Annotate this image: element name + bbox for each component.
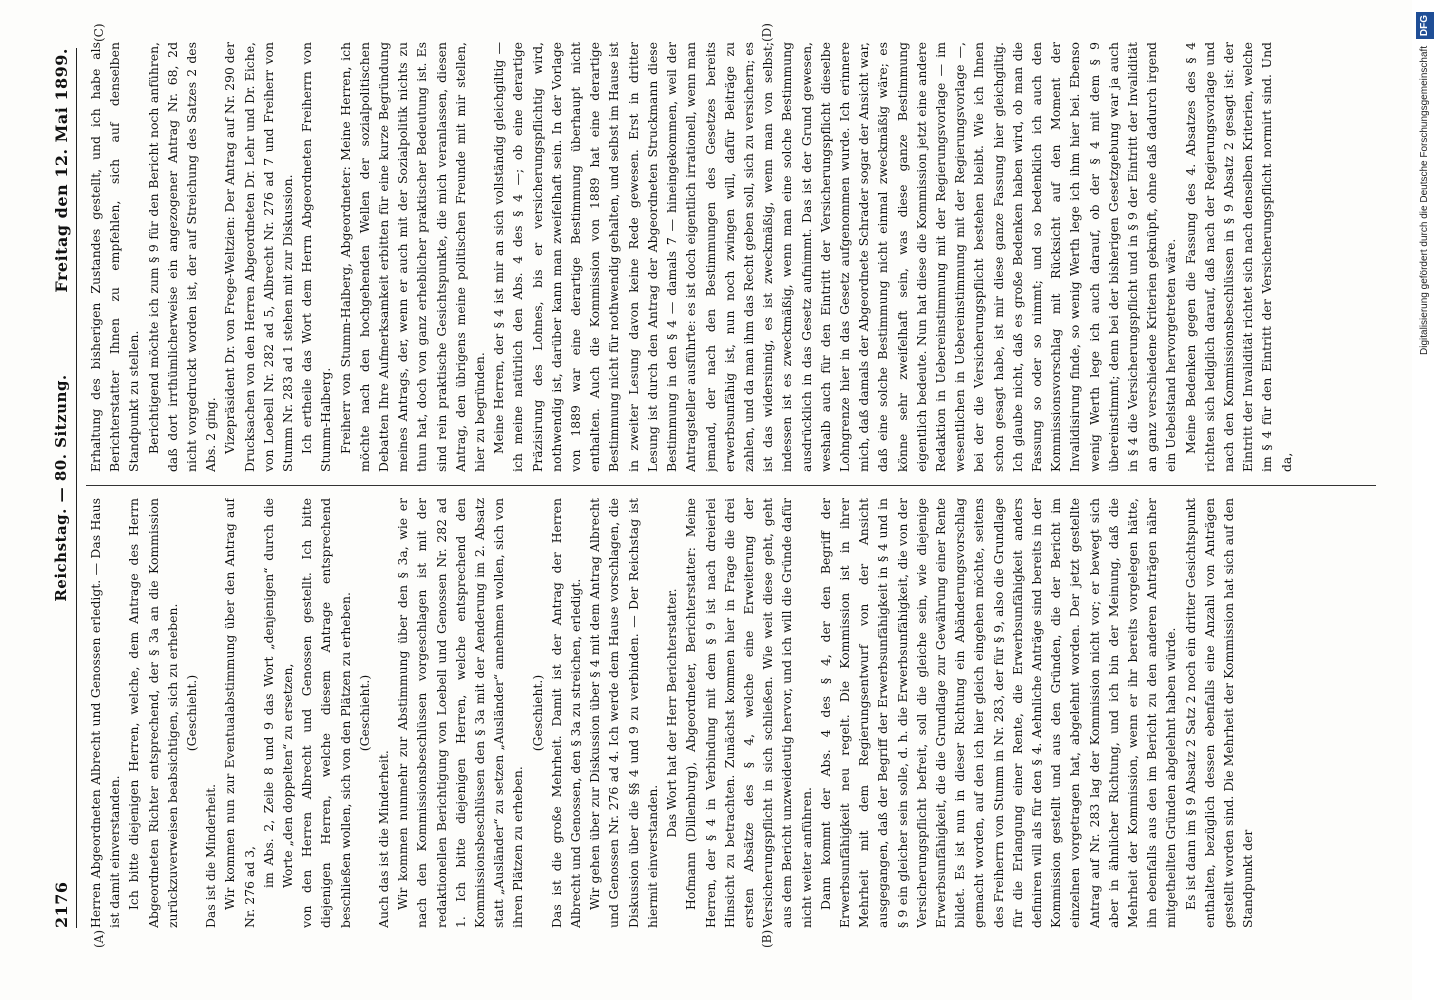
watermark-text: [1416, 0, 1434, 1000]
page-number: 2176: [52, 881, 71, 928]
session-date: Freitag den 12. Mai 1899.: [52, 48, 71, 293]
right-text-column: [86, 42, 1386, 472]
margin-mark-b: (B): [760, 929, 774, 948]
paragraph: Erhaltung des bisherigen Zustandes gestellt, und ich habe als Berichterstatter Ihnen zu empfehlen, sich auf denselben Standpunkt zu stellen.: [88, 42, 142, 472]
quoted-motion: im Abs. 2, Zeile 8 und 9 das Wort „denjenigen“ durch die Worte „den doppelten“ zu ersetzen,: [260, 498, 296, 888]
dfg-logo: DFG: [1416, 12, 1434, 39]
page-header: [48, 48, 78, 928]
paragraph: Ich bitte diejenigen Herren, welche, dem Antrage des Herrn Abgeordneten Richter entsprechend, der § 3a an die Kommission zurückzuverweisen beabsichtigen, sich zu erheben.: [126, 498, 180, 928]
paragraph: Das ist die Minderheit.: [203, 783, 219, 928]
left-text-column: [86, 498, 1386, 928]
paragraph: von den Herren Albrecht und Genossen gestellt. Ich bitte diejenigen Herren, welche diesem Antrage entsprechend beschließen wollen, sich von den Plätzen zu erheben.: [299, 498, 353, 928]
stage-direction: (Geschieht.): [356, 674, 372, 752]
paragraph: Ich ertheile das Wort dem Herrn Abgeordneten Freiherrn von Stumm-Halberg.: [299, 42, 334, 472]
speaker-paragraph: Vizepräsident Dr. von Frege-Weltzien: Der Antrag auf Nr. 290 der Drucksachen von den Herren Abgeordneten Dr. Lehr und Dr. Eiche, von Loebell Nr. 282 ad 5, Albrecht Nr. 276 ad 7 und Freiherr von Stumm Nr. 283 ad 1 stehen mit zur Diskussion.: [222, 42, 296, 472]
margin-mark-d: (D): [760, 23, 774, 42]
paragraph: Herren Abgeordneten Albrecht und Genossen erledigt. — Das Haus ist damit einverstanden.: [88, 498, 123, 928]
column-divider: [86, 485, 1376, 486]
paragraph: Wir kommen nunmehr zur Abstimmung über den § 3a, wie er nach den Kommissionsbeschlüssen vorgeschlagen ist mit der redaktionellen Berichtigung von Loebell und Genossen Nr. 282 ad 1. Ich bitte diejenigen Herren, welche entsprechend den Kommissionsbeschlüssen den § 3a mit der Aenderung im 2. Absatz statt „Ausländer“ zu setzen „Ausländer“ annehmen wollen, sich von ihren Plätzen zu erheben.: [395, 498, 526, 928]
margin-mark-a: (A): [92, 929, 106, 948]
paragraph: Wir gehen über zur Diskussion über § 4 mit dem Antrag Albrecht und Genossen Nr. 276 ad 4. Ich werde dem Hause vorschlagen, die Diskussion über die §§ 4 und 9 zu verbinden. — Der Reichstag ist hiermit einverstanden.: [587, 498, 660, 928]
paragraph: Es ist dann im § 9 Absatz 2 Satz 2 noch ein dritter Gesichtspunkt enthalten, bezüglich dessen ebenfalls eine Anzahl von Anträgen gestellt worden sind. Die Mehrheit der Kommission hat sich auf den Standpunkt der: [1182, 498, 1256, 928]
watermark-label: Digitalisierung gefördert durch die Deutsche Forschungsgemeinschaft: [1419, 45, 1430, 355]
paragraph: Das Wort hat der Herr Berichterstatter.: [664, 588, 680, 838]
speaker-paragraph: Hofmann (Dillenburg), Abgeordneter, Berichterstatter: Meine Herren, der § 4 in Verbindung mit dem § 9 ist nach dreierlei Hinsicht zu betrachten. Zunächst kommen hier in Frage die drei ersten Absätze des § 4, welche eine Erweiterung der Versicherungspflicht in sich schließen. Wie weit diese geht, geht aus dem Bericht unzweideutig hervor, und ich will die Gründe dafür nicht weiter anführen.: [683, 498, 814, 928]
paragraph: Das ist die große Mehrheit. Damit ist der Antrag der Herren Albrecht und Genossen, den § 3a zu streichen, erledigt.: [548, 498, 584, 928]
paragraph: Dann kommt der Abs. 4 des § 4, der den Begriff der Erwerbsunfähigkeit neu regelt. Die Kommission ist in ihrer Mehrheit mit dem Regierungsentwurf von der Ansicht ausgegangen, daß der Begriff der Erwerbsunfähigkeit in § 4 und in § 9 ein gleicher sein solle, d. h. die Erwerbsunfähigkeit, die von der Versicherungspflicht befreit, soll die gleiche sein, wie diejenige Erwerbsunfähigkeit, die die Grundlage zur Gewährung einer Rente bildet. Es ist nun in dieser Richtung ein Abänderungsvorschlag gemacht worden, auf den ich hier gleich eingehen möchte, seitens des Freiherrn von Stumm in Nr. 283, der für § 9, also die Grundlage für die Erlangung einer Rente, die Erwerbsunfähigkeit anders definiren will als für den § 4. Aehnliche Anträge sind bereits in der Kommission gestellt und aus den Gründen, die der Bericht im einzelnen vorgetragen hat, abgelehnt worden. Der jetzt gestellte Antrag auf Nr. 283 lag der Kommission nicht vor; er bewegt sich aber in ähnlicher Richtung, und ich bin der Meinung, daß die Mehrheit der Kommission, wenn er ihr bereits vorgelegen hätte, ihn ebenfalls aus den im Bericht zu den anderen Anträgen näher mitgetheilten Gründen abgelehnt haben würde.: [817, 498, 1179, 928]
session-title: Reichstag. — 80. Sitzung.: [52, 374, 70, 602]
stage-direction: (Geschieht.): [184, 674, 200, 752]
header-rule: [76, 48, 77, 928]
speaker-paragraph: Freiherr von Stumm-Halberg, Abgeordneter: Meine Herren, ich möchte nach den hochgehenden Wellen der sozialpolitischen Debatten Ihre Aufmerksamkeit erbitten für eine kurze Begründung meines Antrags, der, wenn er auch mit der Sozialpolitik nichts zu thun hat, doch von ganz erheblicher praktischer Bedeutung ist. Es sind rein praktische Gesichtspunkte, die mich veranlassen, diesen Antrag, den übrigens meine politischen Freunde mit mir stellen, hier zu begründen.: [337, 42, 488, 472]
paragraph: Auch das ist die Minderheit.: [376, 750, 392, 928]
paragraph: Berichtigend möchte ich zum § 9 für den Bericht noch anführen, daß dort irrthümlicherweise ein angezogener Antrag Nr. 68, 2d nicht vorgedruckt worden ist, der auf Streichung des Satzes 2 des Abs. 2 ging.: [145, 42, 219, 472]
margin-mark-c: (C): [92, 23, 106, 42]
dfg-watermark: [1412, 0, 1434, 1000]
stage-direction: (Geschieht.): [529, 674, 545, 752]
paragraph: Wir kommen nun zur Eventualabstimmung über den Antrag auf Nr. 276 ad 3,: [222, 498, 257, 928]
paragraph: Meine Bedenken gegen die Fassung des 4. Absatzes des § 4 richten sich lediglich darauf, daß nach der Regierungsvorlage und nach den Kommissionsbeschlüssen in § 9 Absatz 2 gesagt ist: der Eintritt der Invalidität richtet sich nach denselben Kriterien, welche im § 4 für den Eintritt der Versicherungspflicht normirt sind. Und da,: [1182, 42, 1294, 472]
paragraph: Meine Herren, der § 4 ist mir an sich vollständig gleichgiltig — ich meine natürlich den Abs. 4 des § 4 —; ob eine derartige Präzisirung des Lohnes, bis er versicherungspflichtig wird, nothwendig ist, darüber kann man zweifelhaft sein. In der Vorlage von 1889 war eine derartige Bestimmung überhaupt nicht enthalten. Auch die Kommission von 1889 hat eine derartige Bestimmung nicht für nothwendig gehalten, und selbst im Hause ist in zweiter Lesung davon keine Rede gewesen. Erst in dritter Lesung ist durch den Antrag der Abgeordneten Struckmann diese Bestimmung in den § 4 — damals 7 — hineingekommen, weil der Antragsteller ausführte: es ist doch eigentlich irrationell, wenn man jemand, der nach den Bestimmungen des Gesetzes bereits erwerbsunfähig ist, nun noch zwingen will, dafür Beiträge zu zahlen, und da man ihm das Recht geben soll, sich zu versichern; es ist das widersinnig, es ist zweckmäßig, wenn man von selbst; indessen ist es zweckmäßig, wenn man eine solche Bestimmung ausdrücklich in das Gesetz aufnimmt. Das ist der Grund gewesen, weshalb auch für den Eintritt der Versicherungspflicht dieselbe Lohngrenze hier in das Gesetz aufgenommen wurde. Ich erinnere mich, daß damals der Abgeordnete Schrader sogar der Ansicht war, daß eine solche Bestimmung nicht einmal zweckmäßig wäre; es könne sehr zweifelhaft sein, was diese ganze Bestimmung eigentlich bedeute. Nun hat diese die Kommission jetzt eine andere Redaktion in Uebereinstimmung mit der Regierungsvorlage — im wesentlichen in Uebereinstimmung mit der Regierungsvorlage —, bei der die Versicherungspflicht bestehen bleibt. Wie ich Ihnen schon gesagt habe, ist mir diese ganze Fassung hier gleichgiltig. Ich glaube nicht, daß es große Bedenken haben wird, ob man die Fassung so oder so nimmt; und so bedenklich ich auch den Kommissionsvorschlag mit Rücksicht auf den Moment der Invalidisirung finde, so wenig Werth lege ich ihm hier bei. Ebenso wenig Werth lege ich auch darauf, ob der § 4 mit dem § 9 übereinstimmt; denn bei der bisherigen Gesetzgebung war ja auch in § 4 die Versicherungspflicht und in § 9 der Eintritt der Invalidität an ganz verschiedene Kriterien geknüpft, ohne daß dadurch irgend ein Uebelstand hervorgetreten wäre.: [491, 42, 1179, 472]
